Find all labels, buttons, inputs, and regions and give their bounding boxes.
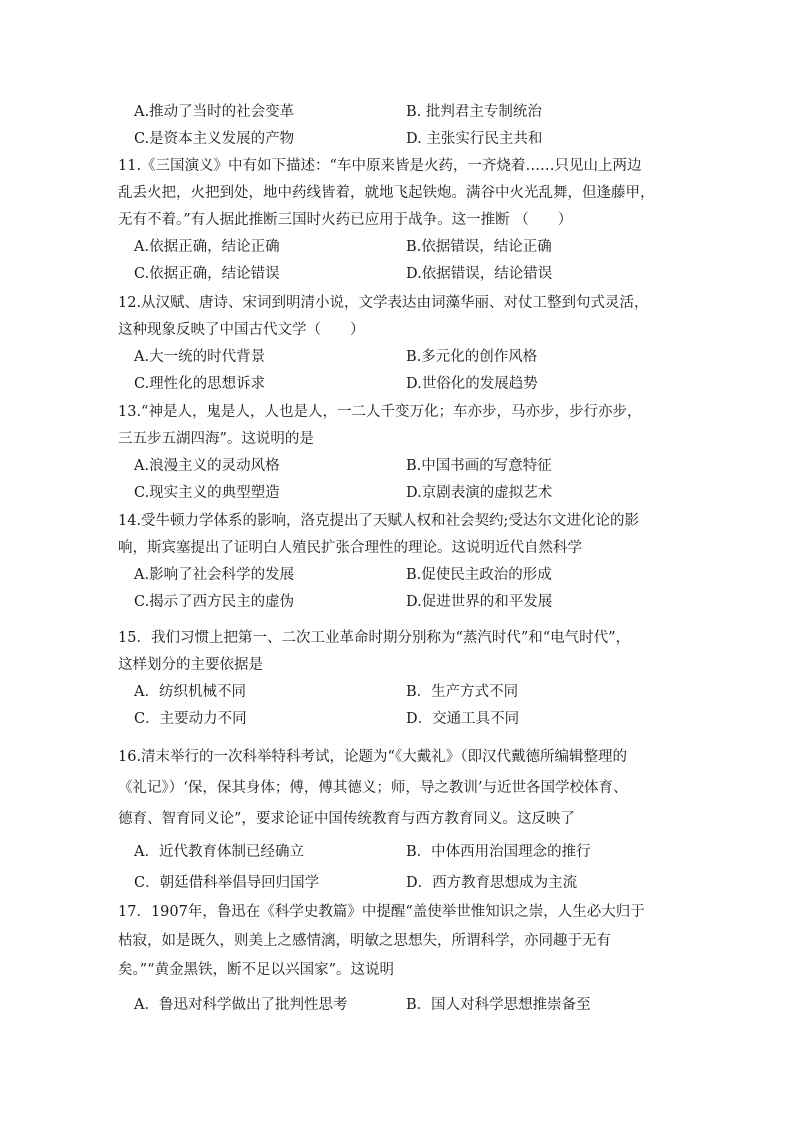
option-c: C.依据正确，结论错误: [134, 266, 280, 282]
question-stem-line: 13.“神是人，鬼是人，人也是人，一二人千变万化；车亦步，马亦步，步行亦步，: [118, 404, 642, 420]
option-a: A.影响了社会科学的发展: [134, 567, 295, 583]
option-d: D.依据错误，结论错误: [406, 266, 553, 282]
question-14: [118, 508, 686, 616]
option-c: C.理性化的思想诉求: [134, 376, 266, 392]
option-b: B.中国书画的写意特征: [406, 458, 552, 474]
option-b: B.促使民主政治的形成: [406, 567, 552, 583]
options-grid: [118, 99, 686, 153]
option-d: D．交通工具不同: [406, 711, 520, 727]
question-stem-line: 矣。”“黄金黑铁，断不足以兴国家”。这说明: [118, 962, 394, 978]
option-a: A．鲁迅对科学做出了批判性思考: [134, 997, 348, 1013]
option-c: C.现实主义的典型塑造: [134, 485, 280, 501]
option-b: B.多元化的创作风格: [406, 349, 538, 365]
option-b: B．中体西用治国理念的推行: [406, 844, 591, 860]
option-a: A.浪漫主义的灵动风格: [134, 458, 280, 474]
question-13: [118, 399, 686, 507]
option-d: D．西方教育思想成为主流: [406, 875, 578, 891]
options-grid: [118, 234, 686, 288]
option-a: A.推动了当时的社会变革: [134, 104, 295, 120]
question-stem-line: 这种现象反映了中国古代文学（ ）: [118, 322, 365, 338]
options-grid: [118, 562, 686, 616]
option-b: B.依据错误，结论正确: [406, 239, 552, 255]
options-grid: [118, 344, 686, 398]
option-c: C.是资本主义发展的产物: [134, 131, 295, 147]
question-stem-line: 17．1907年，鲁迅在《科学史教篇》中提醒“盖使举世惟知识之崇，人生必大归于: [118, 904, 645, 920]
option-a: A.依据正确，结论正确: [134, 239, 280, 255]
question-stem-line: 响，斯宾塞提出了证明白人殖民扩张合理性的理论。这说明近代自然科学: [118, 540, 582, 556]
question-stem-line: 12.从汉赋、唐诗、宋词到明清小说，文学表达由词藻华丽、对仗工整到句式灵活，: [118, 295, 649, 311]
options-grid: [118, 679, 686, 733]
option-c: C．主要动力不同: [134, 711, 247, 727]
question-stem-line: 16.清末举行的一次科举特科考试，论题为“《大戴礼》（即汉代戴德所编辑整理的: [118, 749, 627, 765]
option-c: C．朝廷借科举倡导回归国学: [134, 875, 320, 891]
question-stem-line: 乱丢火把，火把到处，地中药线皆着，就地飞起铁炮。满谷中火光乱舞，但逢藤甲，: [118, 185, 655, 201]
question-stem-line: 无有不着。”有人据此推断三国时火药已应用于战争。这一推断 （ ）: [118, 212, 573, 228]
question-stem-line: 德育、智育同义论”，要求论证中国传统教育与西方教育同义。这反映了: [118, 811, 575, 827]
question-stem-line: 三五步五湖四海”。这说明的是: [118, 431, 314, 447]
question-stem-line: 这样划分的主要依据是: [118, 657, 263, 673]
question-15: [118, 625, 686, 733]
question-stem-line: 《礼记》）‘保，保其身体；傅，傅其德义；师，导之教训’与近世各国学校体育、: [118, 780, 628, 796]
options-grid: [118, 991, 686, 1020]
option-d: D.京剧表演的虚拟艺术: [406, 485, 553, 501]
question-11: [118, 153, 686, 288]
question-16: [118, 742, 686, 899]
option-d: D.世俗化的发展趋势: [406, 376, 538, 392]
question-stem-line: 枯寂，如是既久，则美上之感情漓，明敏之思想失，所谓科学，亦同趣于无有: [118, 933, 611, 949]
option-c: C.揭示了西方民主的虚伪: [134, 594, 295, 610]
option-b: B．国人对科学思想推崇备至: [406, 997, 591, 1013]
option-a: A．近代教育体制已经确立: [134, 844, 304, 860]
option-b: B. 批判君主专制统治: [406, 104, 542, 120]
question-stem-line: 15．我们习惯上把第一、二次工业革命时期分别称为“蒸汽时代”和“电气时代”，: [118, 630, 631, 646]
question-stem-line: 11.《三国演义》中有如下描述：“车中原来皆是火药，一齐烧着……只见山上两边: [118, 158, 642, 174]
option-d: D. 主张实行民主共和: [406, 131, 543, 147]
option-a: A.大一统的时代背景: [134, 349, 266, 365]
question-12: [118, 290, 686, 398]
option-d: D.促进世界的和平发展: [406, 594, 553, 610]
question-stem-line: 14.受牛顿力学体系的影响，洛克提出了天赋人权和社会契约;受达尔文进化论的影: [118, 513, 639, 529]
option-a: A．纺织机械不同: [134, 684, 246, 700]
options-grid: [118, 453, 686, 507]
question-17: [118, 898, 686, 1020]
option-b: B．生产方式不同: [406, 684, 519, 700]
options-grid: [118, 837, 686, 899]
question-10: [118, 99, 686, 153]
